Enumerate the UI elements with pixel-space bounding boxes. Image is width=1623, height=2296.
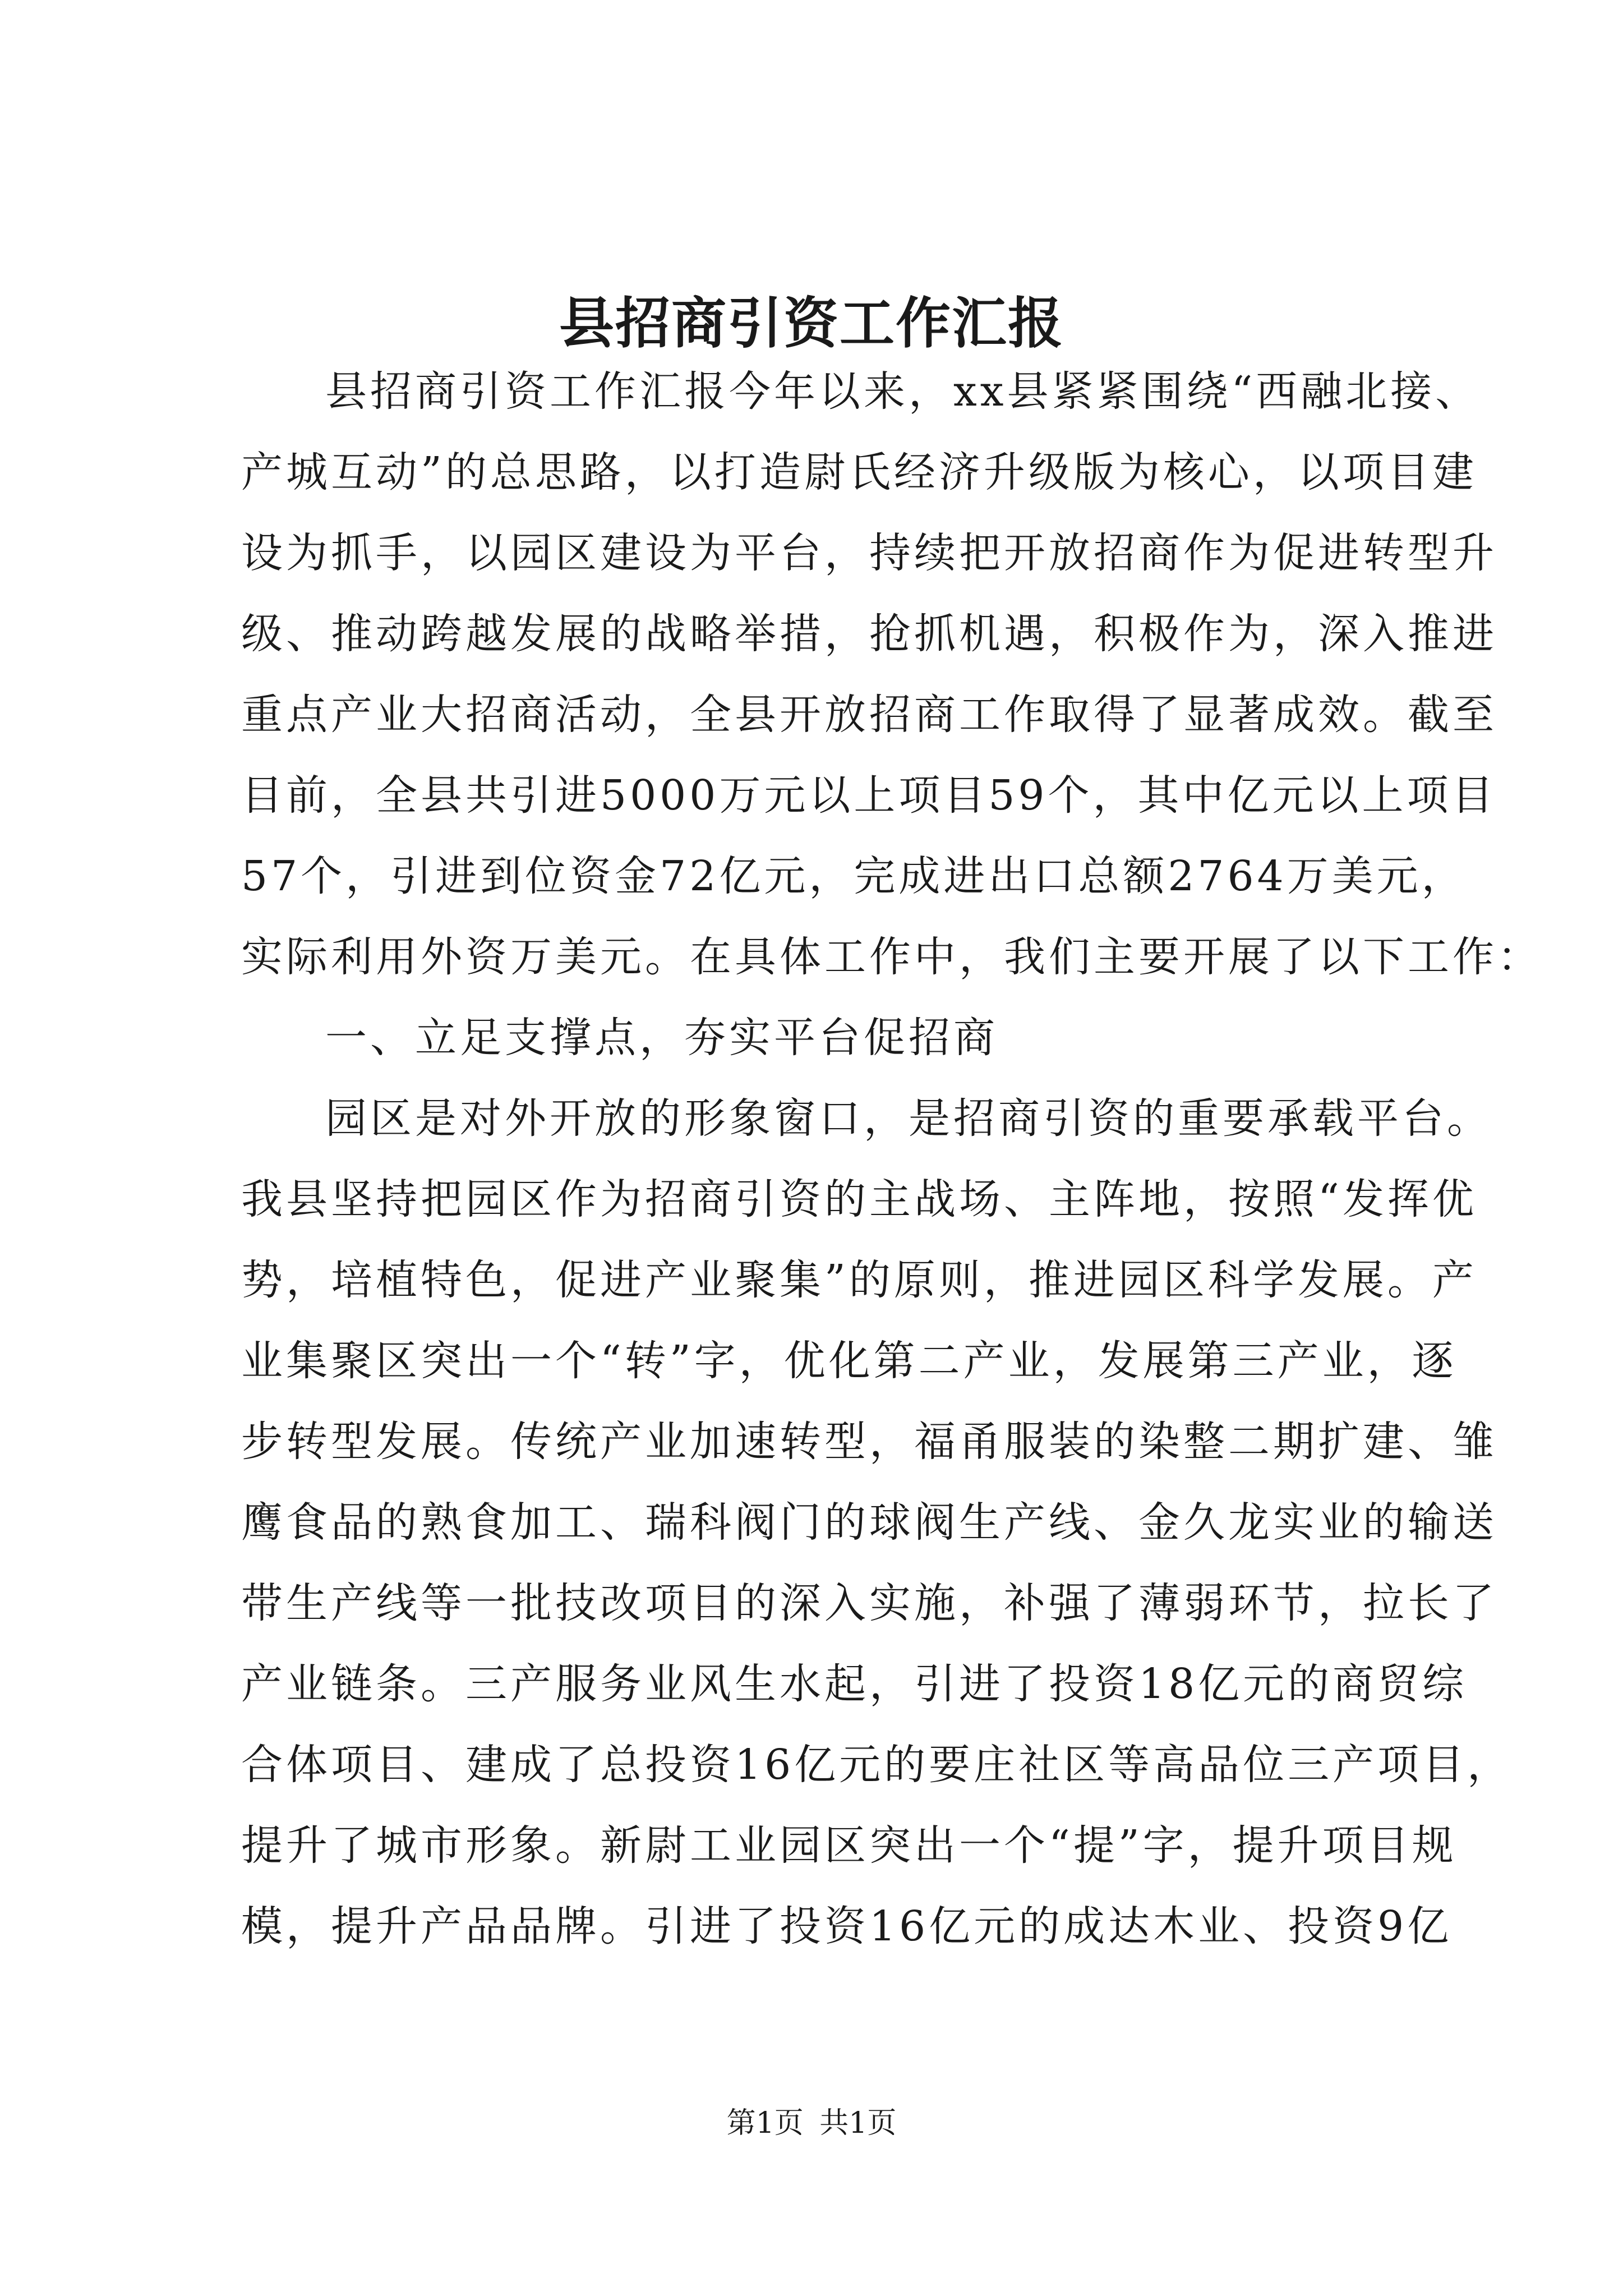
paragraph-line: 提升了城市形象。新尉工业园区突出一个“提”字，提升项目规 <box>241 1821 1457 1870</box>
document-title: 县招商引资工作汇报 <box>559 291 1064 356</box>
paragraph-line: 产业链条。三产服务业风生水起，引进了投资18亿元的商贸综 <box>241 1660 1468 1708</box>
paragraph-line: 势，培植特色，促进产业聚集”的原则，推进园区科学发展。产 <box>241 1256 1477 1304</box>
paragraph-line: 目前，全县共引进5000万元以上项目59个，其中亿元以上项目 <box>241 771 1497 820</box>
page-total: 共1页 <box>819 2106 897 2140</box>
paragraph-line: 产城互动”的总思路，以打造尉氏经济升级版为核心，以项目建 <box>241 448 1477 496</box>
paragraph-line: 我县坚持把园区作为招商引资的主战场、主阵地，按照“发挥优 <box>241 1175 1477 1223</box>
document-body <box>241 351 1542 1967</box>
paragraph-line: 级、推动跨越发展的战略举措，抢抓机遇，积极作为，深入推进 <box>241 610 1497 658</box>
paragraph-line: 实际利用外资万美元。在具体工作中，我们主要开展了以下工作： <box>241 933 1542 981</box>
paragraph-line: 带生产线等一批技改项目的深入实施，补强了薄弱环节，拉长了 <box>241 1579 1497 1627</box>
paragraph-line: 重点产业大招商活动，全县开放招商工作取得了显著成效。截至 <box>241 691 1497 739</box>
paragraph-line: 设为抓手，以园区建设为平台，持续把开放招商作为促进转型升 <box>241 529 1497 577</box>
page-footer <box>0 2104 1623 2143</box>
paragraph-line: 鹰食品的熟食加工、瑞科阀门的球阀生产线、金久龙实业的输送 <box>241 1498 1497 1547</box>
section-heading: 一、立足支撑点，夯实平台促招商 <box>325 1014 998 1062</box>
paragraph-line: 步转型发展。传统产业加速转型，福甬服装的染整二期扩建、雏 <box>241 1418 1497 1466</box>
paragraph-line: 县招商引资工作汇报今年以来，xx县紧紧围绕“西融北接、 <box>325 367 1481 416</box>
paragraph-line: 园区是对外开放的形象窗口，是招商引资的重要承载平台。 <box>325 1094 1492 1143</box>
paragraph-line: 合体项目、建成了总投资16亿元的要庄社区等高品位三产项目， <box>241 1741 1513 1789</box>
paragraph-line: 模，提升产品品牌。引进了投资16亿元的成达木业、投资9亿 <box>241 1902 1453 1950</box>
paragraph-line: 57个，引进到位资金72亿元，完成进出口总额2764万美元， <box>241 852 1467 900</box>
page-number: 第1页 <box>726 2106 804 2140</box>
paragraph-line: 业集聚区突出一个“转”字，优化第二产业，发展第三产业，逐 <box>241 1337 1457 1385</box>
